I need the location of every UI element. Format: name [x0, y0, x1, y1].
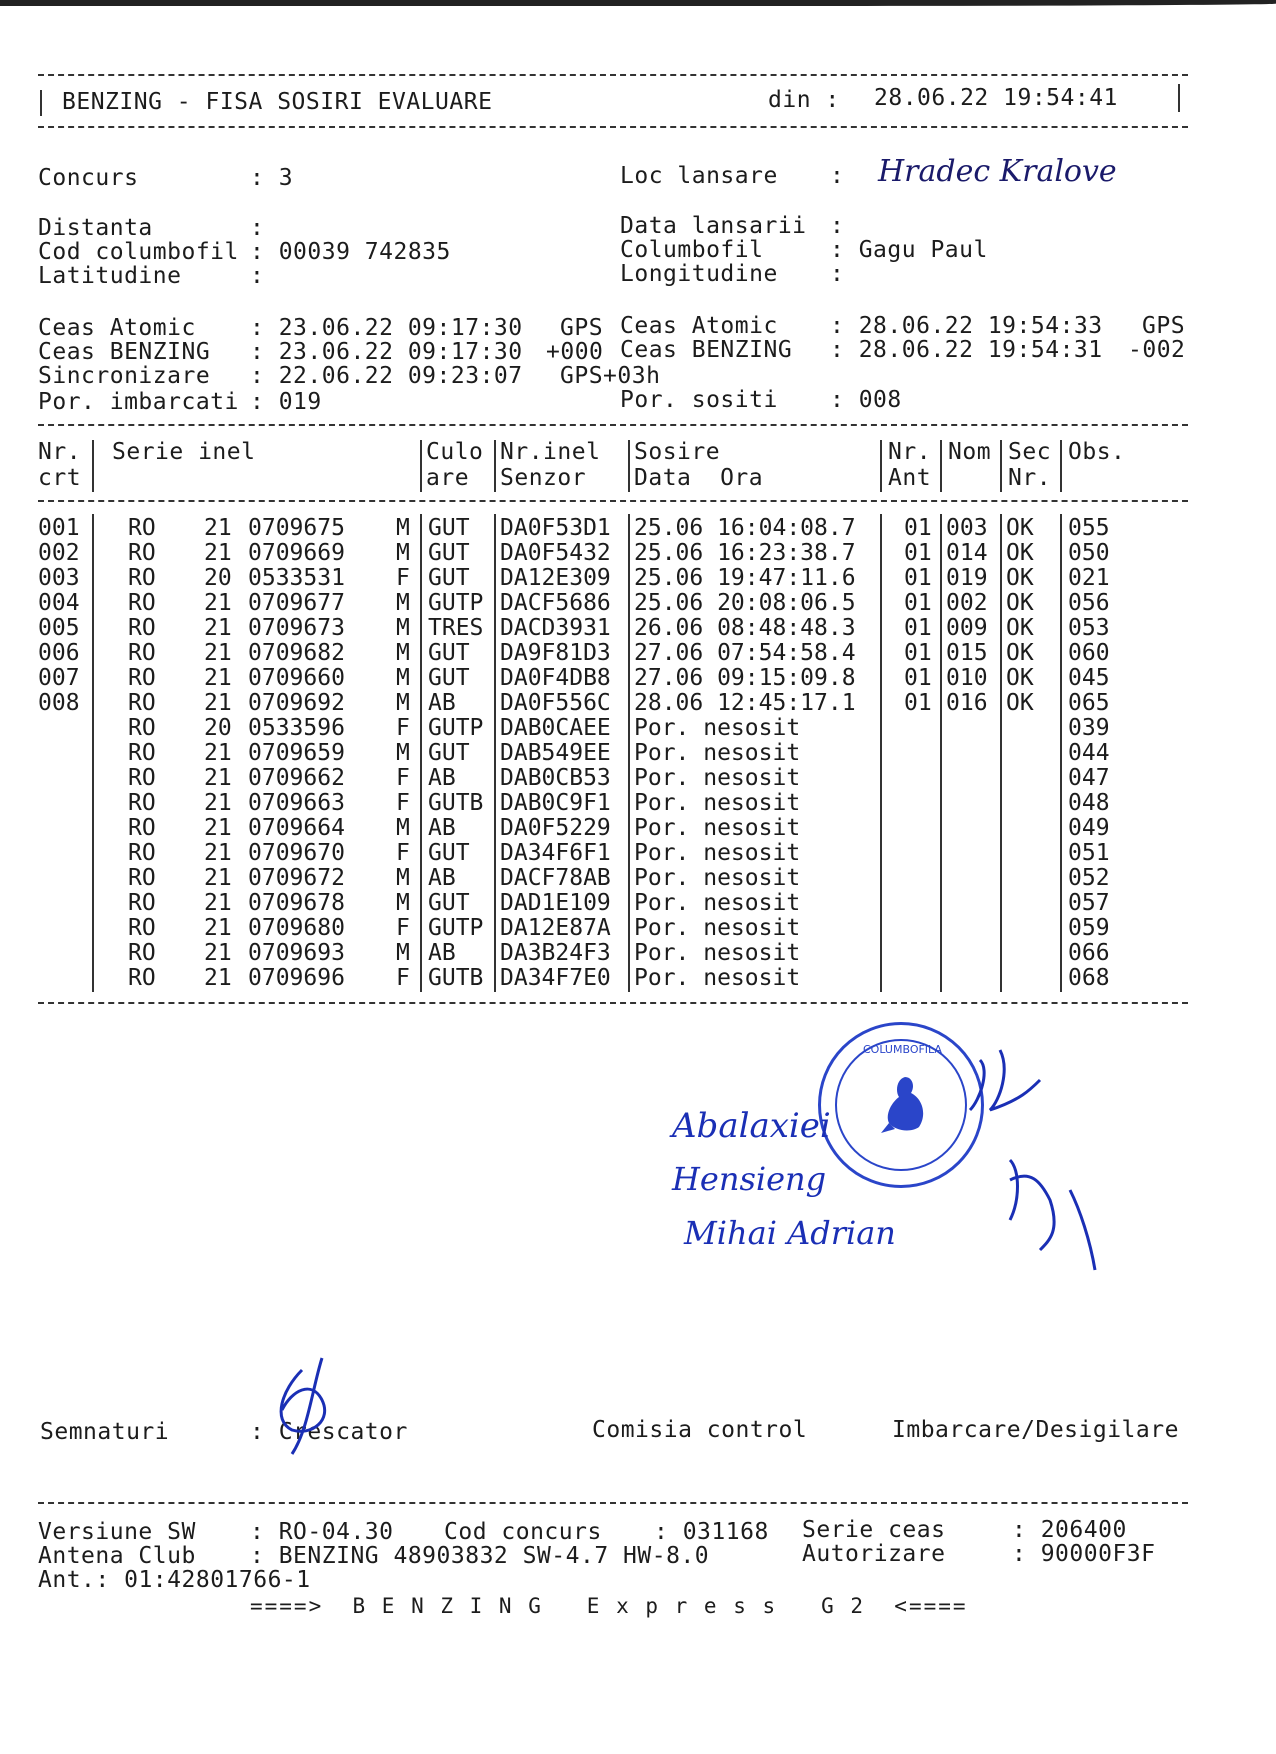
distanta-label: Distanta [38, 215, 153, 241]
cell-obs: 065 [1068, 690, 1110, 716]
cell-sec: OK [1006, 540, 1034, 566]
cell-nom: 015 [946, 640, 988, 666]
col-sep [1060, 440, 1062, 492]
columbofil-value: Gagu Paul [858, 237, 988, 263]
cell-color: GUT [428, 740, 470, 766]
cell-obs: 057 [1068, 890, 1110, 916]
table-row [38, 716, 1188, 741]
cell-obs: 053 [1068, 615, 1110, 641]
cell-arrival: Por. nesosit [634, 765, 801, 791]
cell-color: AB [428, 815, 456, 841]
cell-color: GUT [428, 840, 470, 866]
cell-ring: 0709678 [248, 890, 345, 916]
cell-sensor: DA0F556C [500, 690, 611, 716]
table-row [38, 641, 1188, 666]
cell-obs: 060 [1068, 640, 1110, 666]
atomic-clock-label: Ceas Atomic [38, 315, 196, 341]
cell-country: RO [128, 690, 156, 716]
hdr-nr: Nr. [38, 439, 82, 465]
cell-year: 21 [204, 890, 232, 916]
cell-sensor: DAB0CB53 [500, 765, 611, 791]
crescator-signature [262, 1350, 352, 1460]
cell-nr: 002 [38, 540, 80, 566]
cell-country: RO [128, 540, 156, 566]
table-bottom-divider [38, 1002, 1188, 1004]
cell-color: AB [428, 865, 456, 891]
cell-ring: 0533596 [248, 715, 345, 741]
cell-country: RO [128, 715, 156, 741]
hdr-nom: Nom [948, 439, 992, 465]
cell-year: 21 [204, 540, 232, 566]
cell-color: AB [428, 940, 456, 966]
cell-sec: OK [1006, 590, 1034, 616]
cell-ring: 0709693 [248, 940, 345, 966]
cell-arrival: Por. nesosit [634, 815, 801, 841]
cell-year: 21 [204, 840, 232, 866]
table-row [38, 866, 1188, 891]
evaluation-sheet: BENZING - FISA SOSIRI EVALUARE din : 28.06.22 19:54:41 Concurs : 3 Loc lansare : Hradec Kralove Distanta : Data lansarii : Cod columbofil : 00039 742835 Columbofil : Gagu Paul Latitudine : Longitudine : Ceas Atomic : 23.06.22 09:17:30 GPS Ceas Atomic : 28.06.22 19:54:33 GPS Ceas BENZING : 23.06.22 09:17:30 +000 Ceas BENZING : 28.06.22 19:54:31 -002 Sincronizare : 22.06.22 09:23:07 GPS+03h Por. imbarcati : 019 Por. sositi : 008 Nr. crt Serie inel Culo are Nr.inel Senzor Sosire Data Ora Nr. Ant Nom Sec Nr. Obs. 001 RO 21 0709675 M GUT DA0F53D1 25.06 16:04:08.7 01 003 OK 055 002 RO 21 0709669 M GUT DA0F5432 25.06 16:23:38.7 01 014 OK 050 003 RO 20 0533531 F GUT DA12E309 25.06 19:47:11.6 01 019 OK 021 004 RO 21 0709677 M GUTP DACF5686 25.06 20:08:06.5 01 002 OK 056 005 RO 21 0709673 M TRES DACD3931 26.06 08:48:48.3 01 009 OK 053 006 RO 21 0709682 M GUT DA9F81D3 27.06 07:54:58.4 01 015 OK 060 007 RO 21 0709660 M GUT DA0F4DB8 27.06 09:15:09.8 01 010 OK 045 008 RO 21 0709692 M AB DA0F556C 28.06 12:45:17.1 01 016 OK 065 RO 20 0533596 F GUTP DAB0CAEE Por. nesosit 039 RO 21 0709659 M GUT DAB549EE Por. nesosit 044 RO 21 0709662 F AB DAB0CB53 Por. nesosit 047 RO 21 0709663 F GUTB DAB0C9F1 Por. nesosit 048 RO 21 0709664 M AB DA0F5229 Por. nesosit 049 RO 21 0709670 F GUT DA34F6F1 Por. nesosit 051 RO 21 0709672 M AB DACF78AB Por. nesosit 052 RO 21 0709678 M GUT DAD1E109 Por. nesosit 057 RO 21 0709680 F GUTP DA12E87A Por. nesosit 059 RO 21 0709693 M AB DA3B24F3 Por. nesosit 066 RO 21 0709696 F GUTB DA34F7E0 Por. nesosit 068 COLUMBOFILA Abalaxiei Hensieng Mihai Adrian Semnaturi : Crescator Comisia control Imbarcare/Desigilare Versiune SW : RO-04.30 Cod concurs : 031168 Serie ceas : 206400 Antena Club : BENZING 48903832 SW-4.7 HW-8.0 Autorizare : 90000F3F Ant.: 01:42801766-1 ====> B E N Z I N G E x p r e s s G 2 <==== [0, 0, 1276, 1754]
antena-value: BENZING 48903832 SW-4.7 HW-8.0 [278, 1543, 710, 1569]
col-sep [420, 440, 422, 492]
cell-sex: F [396, 765, 410, 791]
cell-antenna: 01 [904, 615, 932, 641]
signature-1: Abalaxiei [672, 1106, 831, 1146]
cell-year: 21 [204, 815, 232, 841]
cell-sex: M [396, 515, 410, 541]
cell-year: 21 [204, 665, 232, 691]
atomic-end-value: 28.06.22 19:54:33 [858, 313, 1103, 339]
cell-country: RO [128, 940, 156, 966]
cell-nr: 006 [38, 640, 80, 666]
col-sep [92, 440, 94, 492]
table-top-divider [38, 424, 1188, 426]
cell-year: 21 [204, 615, 232, 641]
cell-ring: 0709696 [248, 965, 345, 991]
cell-nom: 003 [946, 515, 988, 541]
cell-obs: 048 [1068, 790, 1110, 816]
cell-country: RO [128, 790, 156, 816]
cell-sex: M [396, 940, 410, 966]
cell-nr: 008 [38, 690, 80, 716]
cell-ring: 0709673 [248, 615, 345, 641]
sync-label: Sincronizare [38, 363, 211, 389]
col-sep [628, 440, 630, 492]
benzing-start-dev: +000 [546, 339, 604, 365]
atomic-start-value: 23.06.22 09:17:30 [278, 315, 523, 341]
cell-color: GUTB [428, 965, 484, 991]
loc-lansare-label: Loc lansare [620, 163, 778, 189]
benzing-start-value: 23.06.22 09:17:30 [278, 339, 523, 365]
cell-arrival: 25.06 19:47:11.6 [634, 565, 856, 591]
signature-2: Hensieng [672, 1160, 827, 1198]
cell-ring: 0709680 [248, 915, 345, 941]
versiune-value: RO-04.30 [278, 1519, 394, 1545]
cell-obs: 021 [1068, 565, 1110, 591]
cell-sensor: DACD3931 [500, 615, 611, 641]
concurs-label: Concurs [38, 165, 139, 191]
cell-antenna: 01 [904, 590, 932, 616]
header-bottom-divider [38, 126, 1188, 128]
cell-year: 21 [204, 740, 232, 766]
cell-sensor: DA3B24F3 [500, 940, 611, 966]
cell-year: 21 [204, 515, 232, 541]
cell-sex: F [396, 840, 410, 866]
cell-arrival: Por. nesosit [634, 865, 801, 891]
cell-sensor: DAB0C9F1 [500, 790, 611, 816]
cell-sex: M [396, 865, 410, 891]
cell-sensor: DA9F81D3 [500, 640, 611, 666]
hdr-nrinel-1: Nr.inel [500, 439, 601, 465]
cell-antenna: 01 [904, 565, 932, 591]
comisia-control-label: Comisia control [592, 1417, 808, 1443]
header-left-bar [40, 90, 42, 116]
date-label: din : [768, 87, 840, 113]
hdr-nrinel-2: Senzor [500, 465, 587, 491]
cell-ring: 0709659 [248, 740, 345, 766]
table-row [38, 941, 1188, 966]
cell-sensor: DAB0CAEE [500, 715, 611, 741]
cell-sex: F [396, 715, 410, 741]
cell-color: GUT [428, 515, 470, 541]
cell-arrival: 28.06 12:45:17.1 [634, 690, 856, 716]
cell-sec: OK [1006, 565, 1034, 591]
col-sep [940, 440, 942, 492]
autorizare-value: 90000F3F [1040, 1541, 1156, 1567]
ant-value: 01:42801766-1 [124, 1567, 311, 1593]
cell-sec: OK [1006, 690, 1034, 716]
columbofil-label: Columbofil [620, 237, 764, 263]
cell-country: RO [128, 765, 156, 791]
imbarcati-value: 019 [278, 389, 322, 415]
antena-label: Antena Club [38, 1543, 196, 1569]
cell-sensor: DAD1E109 [500, 890, 611, 916]
cell-arrival: Por. nesosit [634, 915, 801, 941]
table-row [38, 666, 1188, 691]
cell-sensor: DA0F5229 [500, 815, 611, 841]
cell-obs: 039 [1068, 715, 1110, 741]
cell-sex: M [396, 615, 410, 641]
table-row [38, 841, 1188, 866]
table-row [38, 816, 1188, 841]
hdr-sosire-2: Data Ora [634, 465, 764, 491]
table-row [38, 541, 1188, 566]
cell-arrival: 27.06 07:54:58.4 [634, 640, 856, 666]
cell-sex: M [396, 890, 410, 916]
table-row [38, 766, 1188, 791]
top-edge-line [0, 0, 1276, 6]
sync-ref: GPS+03h [560, 363, 661, 389]
cell-obs: 047 [1068, 765, 1110, 791]
signature-3: Mihai Adrian [684, 1214, 896, 1252]
cell-ring: 0709692 [248, 690, 345, 716]
benzing-end-value: 28.06.22 19:54:31 [858, 337, 1103, 363]
cell-color: GUTP [428, 915, 484, 941]
cell-antenna: 01 [904, 640, 932, 666]
cell-color: GUTP [428, 590, 484, 616]
latitudine-label: Latitudine [38, 263, 182, 289]
cell-sex: M [396, 690, 410, 716]
cell-arrival: 26.06 08:48:48.3 [634, 615, 856, 641]
cell-country: RO [128, 640, 156, 666]
cell-country: RO [128, 590, 156, 616]
sync-value: 22.06.22 09:23:07 [278, 363, 523, 389]
benzing-end-dev: -002 [1128, 337, 1186, 363]
cell-ring: 0709677 [248, 590, 345, 616]
cell-country: RO [128, 515, 156, 541]
table-row [38, 591, 1188, 616]
serie-ceas-label: Serie ceas [802, 1517, 946, 1543]
col-sep [1000, 440, 1002, 492]
cell-arrival: Por. nesosit [634, 715, 801, 741]
hdr-sosire-1: Sosire [634, 439, 721, 465]
cell-year: 21 [204, 865, 232, 891]
footer-divider [38, 1502, 1188, 1504]
cell-sensor: DAB549EE [500, 740, 611, 766]
col-sep [880, 440, 882, 492]
cell-sex: F [396, 965, 410, 991]
sositi-label: Por. sositi [620, 387, 778, 413]
cell-country: RO [128, 740, 156, 766]
sheet-title: BENZING - FISA SOSIRI EVALUARE [62, 89, 493, 115]
versiune-label: Versiune SW [38, 1519, 196, 1545]
sositi-value: 008 [858, 387, 902, 413]
cell-arrival: Por. nesosit [634, 740, 801, 766]
cell-ring: 0709669 [248, 540, 345, 566]
cell-country: RO [128, 890, 156, 916]
atomic-start-ref: GPS [560, 315, 604, 341]
table-row [38, 566, 1188, 591]
cell-nom: 009 [946, 615, 988, 641]
cell-year: 21 [204, 765, 232, 791]
cell-ring: 0709682 [248, 640, 345, 666]
table-row [38, 741, 1188, 766]
cell-color: GUT [428, 665, 470, 691]
cell-arrival: Por. nesosit [634, 890, 801, 916]
cell-ring: 0709663 [248, 790, 345, 816]
cell-nr: 003 [38, 565, 80, 591]
cell-country: RO [128, 865, 156, 891]
cell-sex: F [396, 915, 410, 941]
hdr-sec-2: Nr. [1008, 465, 1052, 491]
cell-obs: 052 [1068, 865, 1110, 891]
cod-columbofil-label: Cod columbofil [38, 239, 239, 265]
cell-sex: M [396, 590, 410, 616]
cell-sec: OK [1006, 615, 1034, 641]
cell-country: RO [128, 565, 156, 591]
cell-ring: 0709664 [248, 815, 345, 841]
header-top-divider [38, 74, 1188, 76]
concurs-value: 3 [278, 165, 294, 191]
cell-nom: 019 [946, 565, 988, 591]
cell-country: RO [128, 915, 156, 941]
cell-nom: 010 [946, 665, 988, 691]
cell-ring: 0709672 [248, 865, 345, 891]
hdr-culoare-1: Culo [426, 439, 484, 465]
cod-concurs-value: 031168 [682, 1519, 769, 1545]
hdr-sec-1: Sec [1008, 439, 1052, 465]
cell-antenna: 01 [904, 690, 932, 716]
hdr-ant-1: Nr. [888, 439, 932, 465]
cell-arrival: Por. nesosit [634, 790, 801, 816]
cell-country: RO [128, 965, 156, 991]
autorizare-label: Autorizare [802, 1541, 946, 1567]
cell-sensor: DA0F5432 [500, 540, 611, 566]
table-row [38, 791, 1188, 816]
cell-obs: 066 [1068, 940, 1110, 966]
cell-sex: M [396, 665, 410, 691]
cell-arrival: 25.06 16:04:08.7 [634, 515, 856, 541]
imbarcati-label: Por. imbarcati [38, 389, 239, 415]
cell-ring: 0533531 [248, 565, 345, 591]
cell-arrival: 27.06 09:15:09.8 [634, 665, 856, 691]
hdr-serie: Serie inel [112, 439, 256, 465]
cell-sensor: DACF5686 [500, 590, 611, 616]
cell-sec: OK [1006, 515, 1034, 541]
cell-sex: M [396, 740, 410, 766]
benzing-express-banner: ====> B E N Z I N G E x p r e s s G 2 <==== [250, 1594, 968, 1618]
table-row [38, 516, 1188, 541]
cell-nr: 007 [38, 665, 80, 691]
benzing-clock-label: Ceas BENZING [38, 339, 211, 365]
cell-arrival: 25.06 20:08:06.5 [634, 590, 856, 616]
cell-year: 21 [204, 690, 232, 716]
atomic-end-ref: GPS [1142, 313, 1186, 339]
cell-obs: 068 [1068, 965, 1110, 991]
cell-country: RO [128, 615, 156, 641]
cell-ring: 0709662 [248, 765, 345, 791]
table-header-divider [38, 500, 1188, 502]
stamp-text: COLUMBOFILA [863, 1043, 942, 1056]
cell-sensor: DA12E87A [500, 915, 611, 941]
cell-year: 21 [204, 965, 232, 991]
cell-sensor: DACF78AB [500, 865, 611, 891]
cell-country: RO [128, 665, 156, 691]
cell-nr: 004 [38, 590, 80, 616]
table-row [38, 616, 1188, 641]
cell-year: 21 [204, 915, 232, 941]
cell-color: GUT [428, 640, 470, 666]
cell-sensor: DA34F6F1 [500, 840, 611, 866]
table-row [38, 691, 1188, 716]
crescator-label: Crescator [278, 1419, 408, 1445]
cell-sex: M [396, 640, 410, 666]
cell-antenna: 01 [904, 540, 932, 566]
cell-antenna: 01 [904, 515, 932, 541]
loc-lansare-handwritten: Hradec Kralove [878, 154, 1117, 189]
table-row [38, 916, 1188, 941]
longitudine-label: Longitudine [620, 261, 778, 287]
cod-columbofil-value: 00039 742835 [278, 239, 451, 265]
cell-nr: 005 [38, 615, 80, 641]
data-lansarii-label: Data lansarii [620, 213, 807, 239]
atomic-clock-label-2: Ceas Atomic [620, 313, 778, 339]
cell-obs: 050 [1068, 540, 1110, 566]
cell-color: TRES [428, 615, 484, 641]
cell-year: 21 [204, 790, 232, 816]
ant-label: Ant.: [38, 1567, 110, 1593]
cod-concurs-label: Cod concurs [444, 1519, 602, 1545]
cell-sex: M [396, 815, 410, 841]
cell-arrival: 25.06 16:23:38.7 [634, 540, 856, 566]
cell-year: 20 [204, 565, 232, 591]
cell-year: 21 [204, 940, 232, 966]
benzing-clock-label-2: Ceas BENZING [620, 337, 793, 363]
cell-sec: OK [1006, 665, 1034, 691]
cell-country: RO [128, 840, 156, 866]
header-right-bar [1178, 84, 1180, 112]
cell-arrival: Por. nesosit [634, 965, 801, 991]
signature-scribble-right [920, 1030, 1120, 1290]
cell-color: GUT [428, 565, 470, 591]
printed-datetime: 28.06.22 19:54:41 [874, 85, 1118, 111]
table-row [38, 891, 1188, 916]
cell-sensor: DA0F53D1 [500, 515, 611, 541]
cell-sensor: DA12E309 [500, 565, 611, 591]
cell-year: 20 [204, 715, 232, 741]
imbarcare-desigilare-label: Imbarcare/Desigilare [892, 1417, 1179, 1443]
cell-nom: 014 [946, 540, 988, 566]
cell-sensor: DA0F4DB8 [500, 665, 611, 691]
cell-obs: 056 [1068, 590, 1110, 616]
cell-obs: 045 [1068, 665, 1110, 691]
cell-color: GUTP [428, 715, 484, 741]
cell-color: GUTB [428, 790, 484, 816]
cell-obs: 044 [1068, 740, 1110, 766]
cell-nom: 016 [946, 690, 988, 716]
cell-year: 21 [204, 640, 232, 666]
cell-obs: 051 [1068, 840, 1110, 866]
hdr-crt: crt [38, 465, 82, 491]
cell-ring: 0709670 [248, 840, 345, 866]
cell-sec: OK [1006, 640, 1034, 666]
cell-ring: 0709660 [248, 665, 345, 691]
cell-antenna: 01 [904, 665, 932, 691]
cell-color: GUT [428, 890, 470, 916]
cell-nom: 002 [946, 590, 988, 616]
cell-obs: 055 [1068, 515, 1110, 541]
cell-obs: 059 [1068, 915, 1110, 941]
cell-obs: 049 [1068, 815, 1110, 841]
serie-ceas-value: 206400 [1040, 1517, 1127, 1543]
cell-sensor: DA34F7E0 [500, 965, 611, 991]
cell-color: AB [428, 690, 456, 716]
cell-year: 21 [204, 590, 232, 616]
cell-nr: 001 [38, 515, 80, 541]
cell-sex: F [396, 790, 410, 816]
col-sep [494, 440, 496, 492]
cell-color: AB [428, 765, 456, 791]
table-row [38, 966, 1188, 991]
cell-color: GUT [428, 540, 470, 566]
cell-arrival: Por. nesosit [634, 840, 801, 866]
cell-arrival: Por. nesosit [634, 940, 801, 966]
cell-sex: F [396, 565, 410, 591]
cell-ring: 0709675 [248, 515, 345, 541]
semnaturi-label: Semnaturi [40, 1419, 170, 1445]
cell-country: RO [128, 815, 156, 841]
cell-sex: M [396, 540, 410, 566]
hdr-obs: Obs. [1068, 439, 1126, 465]
hdr-ant-2: Ant [888, 465, 932, 491]
hdr-culoare-2: are [426, 465, 470, 491]
